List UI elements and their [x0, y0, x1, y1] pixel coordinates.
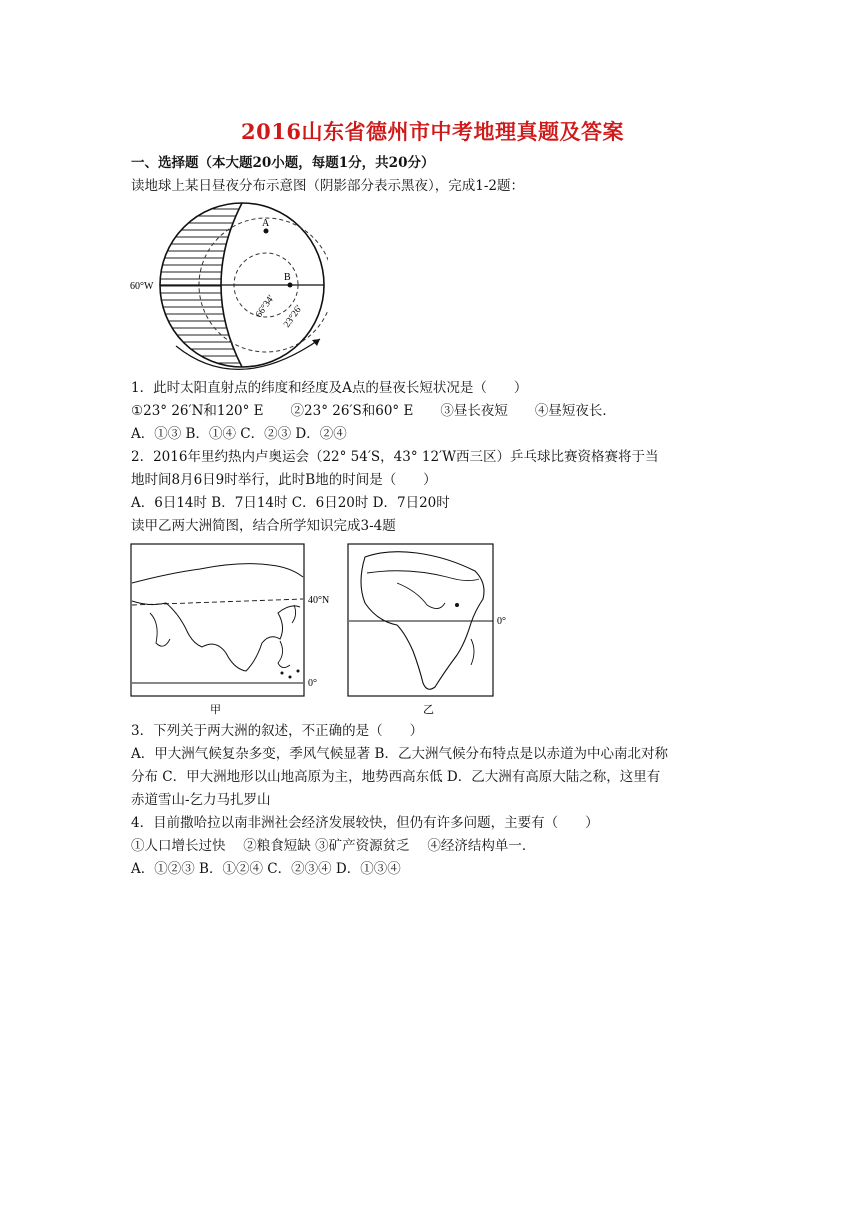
- section-heading: 一、选择题（本大题20小题，每题1分，共20分）: [131, 155, 435, 171]
- point-b: [288, 283, 293, 288]
- asia-map: [130, 543, 340, 718]
- night-hatch: [148, 209, 248, 363]
- caption-jia: 甲: [210, 704, 221, 716]
- q2-stem-line1: 2．2016年里约热内卢奥运会（22° 54′S，43° 12′W西三区）乒乓球比赛资格赛将于当: [131, 449, 659, 465]
- label-a: A: [262, 218, 270, 229]
- q1-answers: A．①③ B．①④ C．②③ D．②④: [131, 426, 347, 442]
- equator-label-right: 0°: [497, 616, 506, 627]
- q3-stem: 3．下列关于两大洲的叙述，不正确的是（ ）: [131, 723, 424, 739]
- equator-label-left: 0°: [308, 678, 317, 689]
- label-66-34: 66°34′: [254, 293, 277, 320]
- intro-figure-2: 读甲乙两大洲简图，结合所学知识完成3-4题: [131, 518, 396, 534]
- q2-answers: A．6日14时 B．7日14时 C．6日20时 D．7日20时: [131, 495, 450, 511]
- lon-label: 60°W: [130, 281, 154, 292]
- intro-figure-1: 读地球上某日昼夜分布示意图（阴影部分表示黑夜），完成1-2题：: [131, 178, 524, 194]
- q3-options-line3: 赤道雪山-乞力马扎罗山: [131, 792, 271, 808]
- caption-yi: 乙: [423, 704, 434, 716]
- q3-options-line2: 分布 C．甲大洲地形以山地高原为主，地势西高东低 D．乙大洲有高原大陆之称，这里有: [131, 769, 661, 785]
- africa-map: [347, 543, 522, 718]
- label-23-26: 23°26′: [282, 303, 305, 330]
- asia-map-frame: [131, 544, 304, 696]
- q2-stem-line2: 地时间8月6日9时举行，此时B地的时间是（ ）: [131, 472, 437, 488]
- island-1: [281, 672, 284, 675]
- label-b: B: [284, 272, 291, 283]
- q4-answers: A．①②③ B．①②④ C．②③④ D．①③④: [131, 861, 401, 877]
- day-night-globe-diagram: [128, 196, 328, 374]
- kilimanjaro-point: [455, 603, 459, 607]
- island-2: [289, 676, 292, 679]
- q4-options: ①人口增长过快 ②粮食短缺 ③矿产资源贫乏 ④经济结构单一．: [131, 838, 536, 854]
- arrow-head-icon: [312, 339, 320, 346]
- q3-options-line1: A．甲大洲气候复杂多变，季风气候显著 B．乙大洲气候分布特点是以赤道为中心南北对称: [131, 746, 668, 762]
- q1-options: ①23° 26′N和120° E ②23° 26′S和60° E ③昼长夜短 ④昼短夜长．: [131, 403, 616, 419]
- document-title: 2016山东省德州市中考地理真题及答案: [241, 119, 624, 144]
- q1-stem: 1．此时太阳直射点的纬度和经度及A点的昼夜长短状况是（ ）: [131, 380, 528, 396]
- island-3: [297, 670, 300, 673]
- q4-stem: 4．目前撒哈拉以南非洲社会经济发展较快，但仍有许多问题，主要有（ ）: [131, 815, 599, 831]
- lat-40n-label: 40°N: [308, 595, 330, 606]
- point-a: [264, 229, 269, 234]
